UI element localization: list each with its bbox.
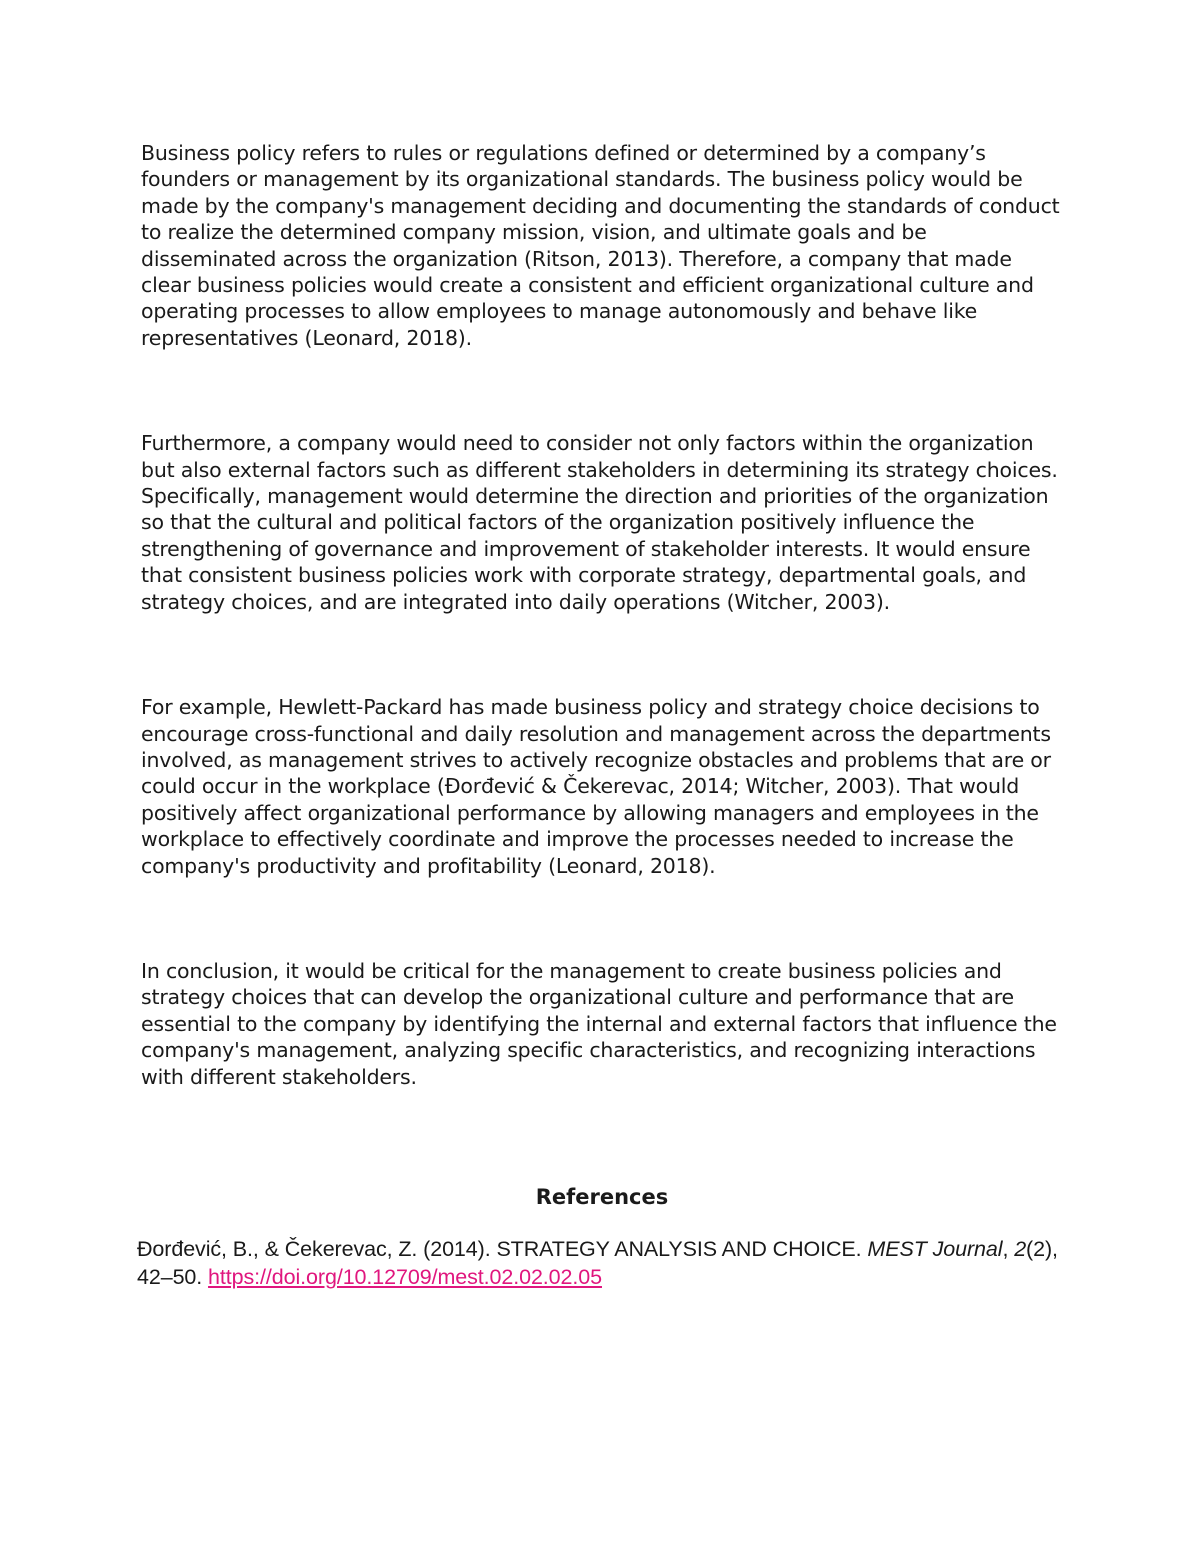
- reference-issue-pages: (2), 42–50.: [137, 1236, 1058, 1289]
- references-heading: References: [535, 1184, 669, 1209]
- reference-authors-title: Đorđević, B., & Čekerevac, Z. (2014). STRATEGY ANALYSIS AND CHOICE.: [137, 1236, 862, 1261]
- reference-entry: [137, 1235, 1063, 1291]
- reference-doi-link[interactable]: https://doi.org/10.12709/mest.02.02.02.05: [208, 1264, 602, 1289]
- paragraph-conclusion: In conclusion, it would be critical for the management to create business policies and strategy choices that can develop the organizational culture and performance that are essential to the company by identifying the internal and external factors that influence the company's management, analyzing specific characteristics, and recognizing interactions with different stakeholders.: [141, 958, 1057, 1089]
- paragraph-spacer: [141, 879, 1063, 958]
- document-page: [137, 140, 1063, 1291]
- reference-journal: MEST Journal: [867, 1236, 1003, 1261]
- paragraph-spacer: [141, 351, 1063, 430]
- reference-separator: ,: [1002, 1236, 1015, 1261]
- paragraph-spacer: [141, 615, 1063, 694]
- paragraph-external-factors: Furthermore, a company would need to consider not only factors within the organization but also external factors such as different stakeholders in determining its strategy choices. Specifically, management would determine the direction and priorities of the organization so that the cultural and political factors of the organization positively influence the strengthening of governance and improvement of stakeholder interests. It would ensure that consistent business policies work with corporate strategy, departmental goals, and strategy choices, and are integrated into daily operations (Witcher, 2003).: [141, 431, 1058, 614]
- paragraph-business-policy: Business policy refers to rules or regulations defined or determined by a company’s founders or management by its organizational standards. The business policy would be made by the company's management deciding and documenting the standards of conduct to realize the determined company mission, vision, and ultimate goals and be disseminated across the organization (Ritson, 2013). Therefore, a company that made clear business policies would create a consistent and efficient organizational culture and operating processes to allow employees to manage autonomously and behave like representatives (Leonard, 2018).: [141, 141, 1060, 350]
- reference-volume: 2: [1014, 1236, 1027, 1261]
- paragraph-hewlett-packard-example: For example, Hewlett-Packard has made business policy and strategy choice decisions to encourage cross-functional and daily resolution and management across the departments involved, as management strives to actively recognize obstacles and problems that are or could occur in the workplace (Đorđević & Čekerevac, 2014; Witcher, 2003). That would positively affect organizational performance by allowing managers and employees in the workplace to effectively coordinate and improve the processes needed to increase the company's productivity and profitability (Leonard, 2018).: [141, 695, 1051, 878]
